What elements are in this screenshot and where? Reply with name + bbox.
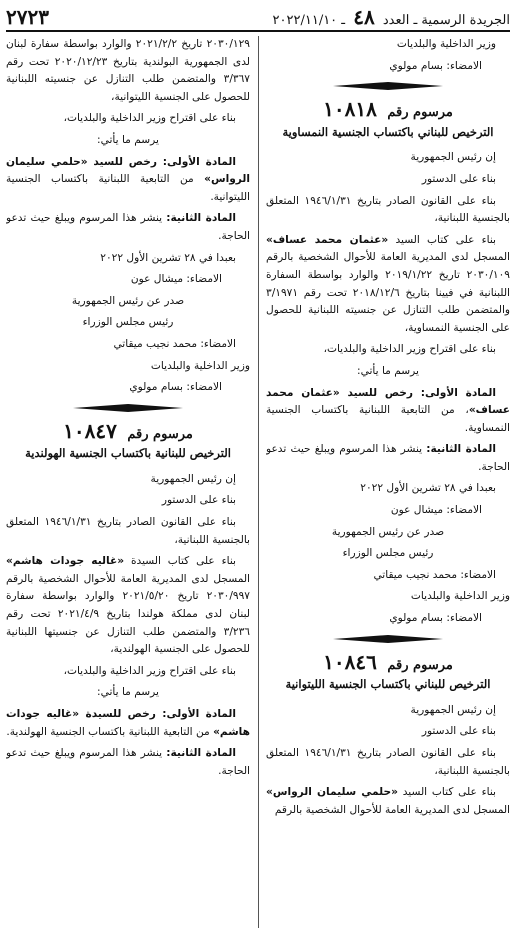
book-text-cont: المسجل لدى المديرية العامة للأحوال الشخصية بالرقم xyxy=(274,803,510,816)
gazette-header-title xyxy=(273,5,510,29)
article-label: المادة الأولى: xyxy=(162,155,237,168)
issued-line: صدر عن رئيس الجمهورية xyxy=(71,294,185,307)
president-line: إن رئيس الجمهورية xyxy=(410,151,496,164)
decree-line: يرسم ما يأتي: xyxy=(97,133,159,146)
decree-number: ١٠٨١٨ xyxy=(323,97,377,122)
signature: الامضاء: ميشال عون xyxy=(130,273,222,286)
article-text: رخص للسيد xyxy=(87,155,163,168)
proposal-line: بناء على اقتراح وزير الداخلية والبلديات، xyxy=(323,343,496,356)
minister-title: وزير الداخلية والبلديات xyxy=(150,359,250,372)
law-paragraph: بناء على القانون الصادر بتاريخ ١٩٤٦/١/٣١ المتعلق بالجنسية اللبنانية، xyxy=(266,194,510,225)
issue-date: ـ ٢٠٢٢/١١/١٠ xyxy=(272,13,346,28)
minister-title: وزير الداخلية والبلديات xyxy=(410,590,510,603)
signature: الامضاء: محمد نجيب ميقاتي xyxy=(373,568,496,581)
signature: الامضاء: بسام مولوي xyxy=(389,59,482,72)
separator-ornament xyxy=(333,634,443,644)
article-label: المادة الثانية: xyxy=(426,443,496,456)
person-name: «عثمان محمد عساف» xyxy=(266,386,510,417)
law-paragraph: بناء على القانون الصادر بتاريخ ١٩٤٦/١/٣١ المتعلق بالجنسية اللبنانية، xyxy=(266,747,510,777)
decree-number-heading xyxy=(6,418,250,444)
decree-title: الترخيص للبناني باكتساب الجنسية الليتوانية xyxy=(285,677,491,692)
proposal-line: بناء على اقتراح وزير الداخلية والبلديات، xyxy=(63,112,236,125)
article-text-cont: من التابعية اللبنانية باكتساب الجنسية الليتوانية. xyxy=(6,173,250,203)
decree-line: يرسم ما يأتي: xyxy=(357,364,419,377)
article-label: المادة الثانية: xyxy=(166,747,236,760)
decree-line: يرسم ما يأتي: xyxy=(97,686,159,699)
book-paragraph xyxy=(266,232,510,338)
right-column xyxy=(266,36,510,930)
decree-date: بعبدا في ٢٨ تشرين الأول ٢٠٢٢ xyxy=(360,482,496,495)
article-text: رخص للسيد xyxy=(339,386,421,399)
separator-ornament xyxy=(333,81,443,91)
article-2 xyxy=(6,210,250,245)
page-number: ٢٧٢٣ xyxy=(6,5,49,29)
page-header xyxy=(6,4,510,32)
continued-paragraph: ٢٠٣٠/١٢٩ تاريخ ٢٠٢١/٢/٢ والوارد بواسطة سفارة لبنان لدى الجمهورية البولندية بتاريخ ٢٠٢٠/١٢/٢٣ تحت رقم ٣/٣٦٧ والمتضمن طلب التنازل عن جنسيته اللبنانية للحصول على الجنسية الليتوانية، xyxy=(6,38,250,103)
pm-title: رئيس مجلس الوزراء xyxy=(82,316,174,329)
person-name: «غاليه جودات هاشم» xyxy=(6,708,250,738)
decree-date: بعبدا في ٢٨ تشرين الأول ٢٠٢٢ xyxy=(100,251,236,264)
book-paragraph xyxy=(6,553,250,659)
article-text-cont: من التابعية اللبنانية باكتساب الجنسية الهولندية. xyxy=(6,725,214,738)
person-name: «عثمان محمد عساف» xyxy=(266,233,389,246)
signature: الامضاء: محمد نجيب ميقاتي xyxy=(113,337,236,350)
constitution-line: بناء على الدستور xyxy=(421,725,496,738)
article-text-cont: ، من التابعية اللبنانية باكتساب الجنسية النمساوية. xyxy=(266,404,510,434)
article-1 xyxy=(266,385,510,438)
person-name: «غاليه جودات هاشم» xyxy=(6,555,125,568)
column-divider xyxy=(258,36,259,928)
decree-label: مرسوم رقم xyxy=(387,105,453,121)
book-paragraph xyxy=(266,784,510,819)
decree-number-heading xyxy=(266,649,510,675)
constitution-line: بناء على الدستور xyxy=(161,494,236,507)
law-paragraph: بناء على القانون الصادر بتاريخ ١٩٤٦/١/٣١ المتعلق بالجنسية اللبنانية، xyxy=(6,516,250,546)
separator-ornament xyxy=(73,403,183,413)
person-name: «حلمي سليمان الرواس» xyxy=(266,786,398,799)
signature: الامضاء: بسام مولوي xyxy=(389,612,482,625)
gazette-name: الجريدة الرسمية ـ العدد xyxy=(382,13,510,28)
article-label: المادة الأولى: xyxy=(420,386,496,399)
constitution-line: بناء على الدستور xyxy=(421,172,496,185)
book-text: بناء على كتاب السيدة xyxy=(124,555,236,568)
article-text: ينشر هذا المرسوم ويبلغ حيث تدعو الحاجة. xyxy=(6,747,250,777)
decree-number: ١٠٨٤٦ xyxy=(323,649,377,674)
article-text: ينشر هذا المرسوم ويبلغ حيث تدعو الحاجة. xyxy=(6,212,250,242)
article-1 xyxy=(6,706,250,741)
article-label: المادة الثانية: xyxy=(166,212,236,225)
book-text: بناء على كتاب السيد xyxy=(397,786,496,799)
article-text: ينشر هذا المرسوم ويبلغ حيث تدعو الحاجة. xyxy=(266,443,510,473)
issued-line: صدر عن رئيس الجمهورية xyxy=(331,525,445,538)
minister-title: وزير الداخلية والبلديات xyxy=(396,38,496,50)
article-1 xyxy=(6,154,250,207)
decree-title: الترخيص للبناني باكتساب الجنسية النمساوية xyxy=(282,124,494,139)
left-column xyxy=(6,36,250,930)
decree-label: مرسوم رقم xyxy=(127,426,193,442)
president-line: إن رئيس الجمهورية xyxy=(150,472,236,485)
pm-title: رئيس مجلس الوزراء xyxy=(342,547,434,560)
president-line: إن رئيس الجمهورية xyxy=(410,703,496,716)
decree-number-heading xyxy=(266,97,510,122)
book-text: بناء على كتاب السيد xyxy=(388,233,496,246)
article-2 xyxy=(266,441,510,476)
decree-number: ١٠٨٤٧ xyxy=(63,418,117,443)
signature: الامضاء: ميشال عون xyxy=(390,504,482,517)
signature: الامضاء: بسام مولوي xyxy=(129,381,222,394)
article-label: المادة الأولى: xyxy=(162,708,237,720)
issue-number: ٤٨ xyxy=(353,5,375,29)
article-2 xyxy=(6,745,250,780)
decree-label: مرسوم رقم xyxy=(387,657,453,673)
book-text-cont: المسجل لدى المديرية العامة للأحوال الشخصية بالرقم ٢٠٣٠/٩٩٧ تاريخ ٢٠٢١/٥/٢٠ والوارد بواسطة سفارة لبنان لدى مملكة هولندا بتاريخ ٢٠٢١/٤/٩ تحت رقم ٣/٢٣٦ والمتضمن طلب التنازل عن جنسيتها اللبنانية للحصول على الجنسية الهولندية، xyxy=(6,572,250,656)
decree-title: الترخيص للبنانية باكتساب الجنسية الهولندية xyxy=(25,446,231,461)
proposal-line: بناء على اقتراح وزير الداخلية والبلديات، xyxy=(63,664,236,677)
article-text: رخص للسيدة xyxy=(79,708,163,720)
person-name: «حلمي سليمان الرواس» xyxy=(6,155,250,186)
book-text-cont: المسجل لدى المديرية العامة للأحوال الشخصية بالرقم ٢٠٣٠/١٠٩ تاريخ ٢٠١٩/١/٢٢ والوارد بواسطة السفارة اللبنانية في فيينا بتاريخ ٢٠١٨/١٢/٦ تحت رقم ٣/١٩٧١ والمتضمن طلب التنازل عن جنسيته اللبنانية للحصول على الجنسية النمساوية، xyxy=(266,251,510,334)
